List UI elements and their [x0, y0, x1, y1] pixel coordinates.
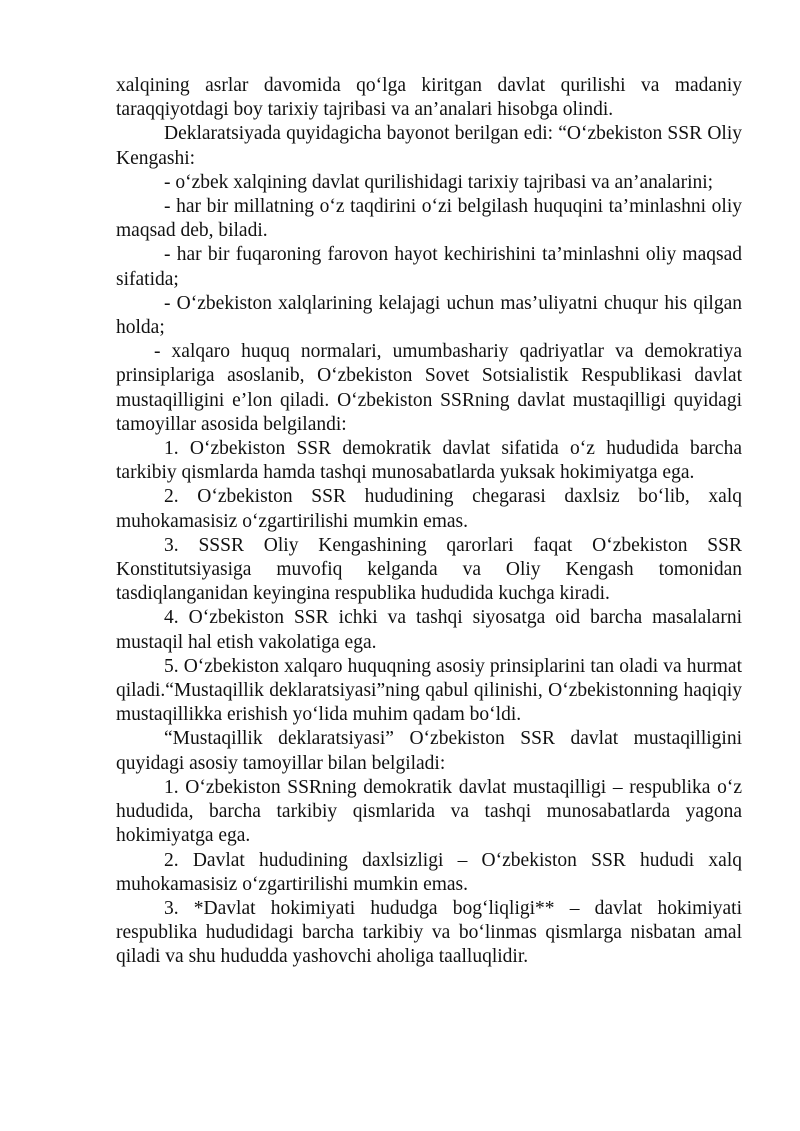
- principle-item: 5. O‘zbekiston xalqaro huquqning asosiy prinsiplarini tan oladi va hurmat qiladi.“Mustaqillik deklaratsiyasi”ning qabul qilinishi, O‘zbekistonning haqiqiy mustaqillikka erishish yo‘lida muhim qadam bo‘ldi.: [116, 655, 742, 726]
- principle-item: 2. Davlat hududining daxlsizligi – O‘zbekiston SSR hududi xalq muhokamasisiz o‘zgartirilishi mumkin emas.: [116, 849, 742, 895]
- paragraph-summary: “Mustaqillik deklaratsiyasi” O‘zbekiston SSR davlat mustaqilligini quyidagi asosiy tamoyillar bilan belgiladi:: [116, 728, 742, 774]
- principle-item: 3. SSSR Oliy Kengashining qarorlari faqat O‘zbekiston SSR Konstitutsiyasiga muvofiq kelganda va Oliy Kengash tomonidan tasdiqlanganidan keyingina respublika hududida kuchga kiradi.: [116, 534, 742, 605]
- list-item-dash: - o‘zbek xalqining davlat qurilishidagi tarixiy tajribasi va an’analarini;: [164, 171, 714, 193]
- paragraph-continuation: xalqining asrlar davomida qo‘lga kiritgan davlat qurilishi va madaniy taraqqiyotdagi boy tarixiy tajribasi va an’analari hisobga olindi.: [116, 75, 742, 121]
- list-item-dash: - O‘zbekiston xalqlarining kelajagi uchun mas’uliyatni chuqur his qilgan holda;: [116, 292, 742, 339]
- list-item-dash: - har bir millatning o‘z taqdirini o‘zi belgilash huquqini ta’minlashni oliy maqsad deb, biladi.: [116, 196, 742, 242]
- document-page: [116, 74, 742, 970]
- list-item-dash: - xalqaro huquq normalari, umumbashariy qadriyatlar va demokratiya prinsiplariga asoslanib, O‘zbekiston Sovet Sotsialistik Respublikasi davlat mustaqilligini e’lon qiladi. O‘zbekiston SSRning davlat mustaqilligi quyidagi tamoyillar asosida belgilandi:: [116, 341, 742, 435]
- paragraph-declaration-intro: Deklaratsiyada quyidagicha bayonot berilgan edi: “O‘zbekiston SSR Oliy Kengashi:: [116, 123, 742, 169]
- list-item-dash: - har bir fuqaroning farovon hayot kechirishini ta’minlashni oliy maqsad sifatida;: [116, 244, 742, 290]
- principle-item: 3. *Davlat hokimiyati hududga bog‘liqligi** – davlat hokimiyati respublika hududidagi barcha tarkibiy va bo‘linmas qismlarga nisbatan amal qiladi va shu hududda yashovchi aholiga taalluqlidir.: [116, 897, 742, 968]
- principle-item: 4. O‘zbekiston SSR ichki va tashqi siyosatga oid barcha masalalarni mustaqil hal etish vakolatiga ega.: [116, 607, 742, 653]
- principle-item: 1. O‘zbekiston SSR demokratik davlat sifatida o‘z hududida barcha tarkibiy qismlarda hamda tashqi munosabatlarda yuksak hokimiyatga ega.: [116, 438, 742, 484]
- principle-item: 1. O‘zbekiston SSRning demokratik davlat mustaqilligi – respublika o‘z hududida, barcha tarkibiy qismlarida va tashqi munosabatlarda yagona hokimiyatga ega.: [116, 776, 742, 847]
- principle-item: 2. O‘zbekiston SSR hududining chegarasi daxlsiz bo‘lib, xalq muhokamasisiz o‘zgartirilishi mumkin emas.: [116, 486, 742, 532]
